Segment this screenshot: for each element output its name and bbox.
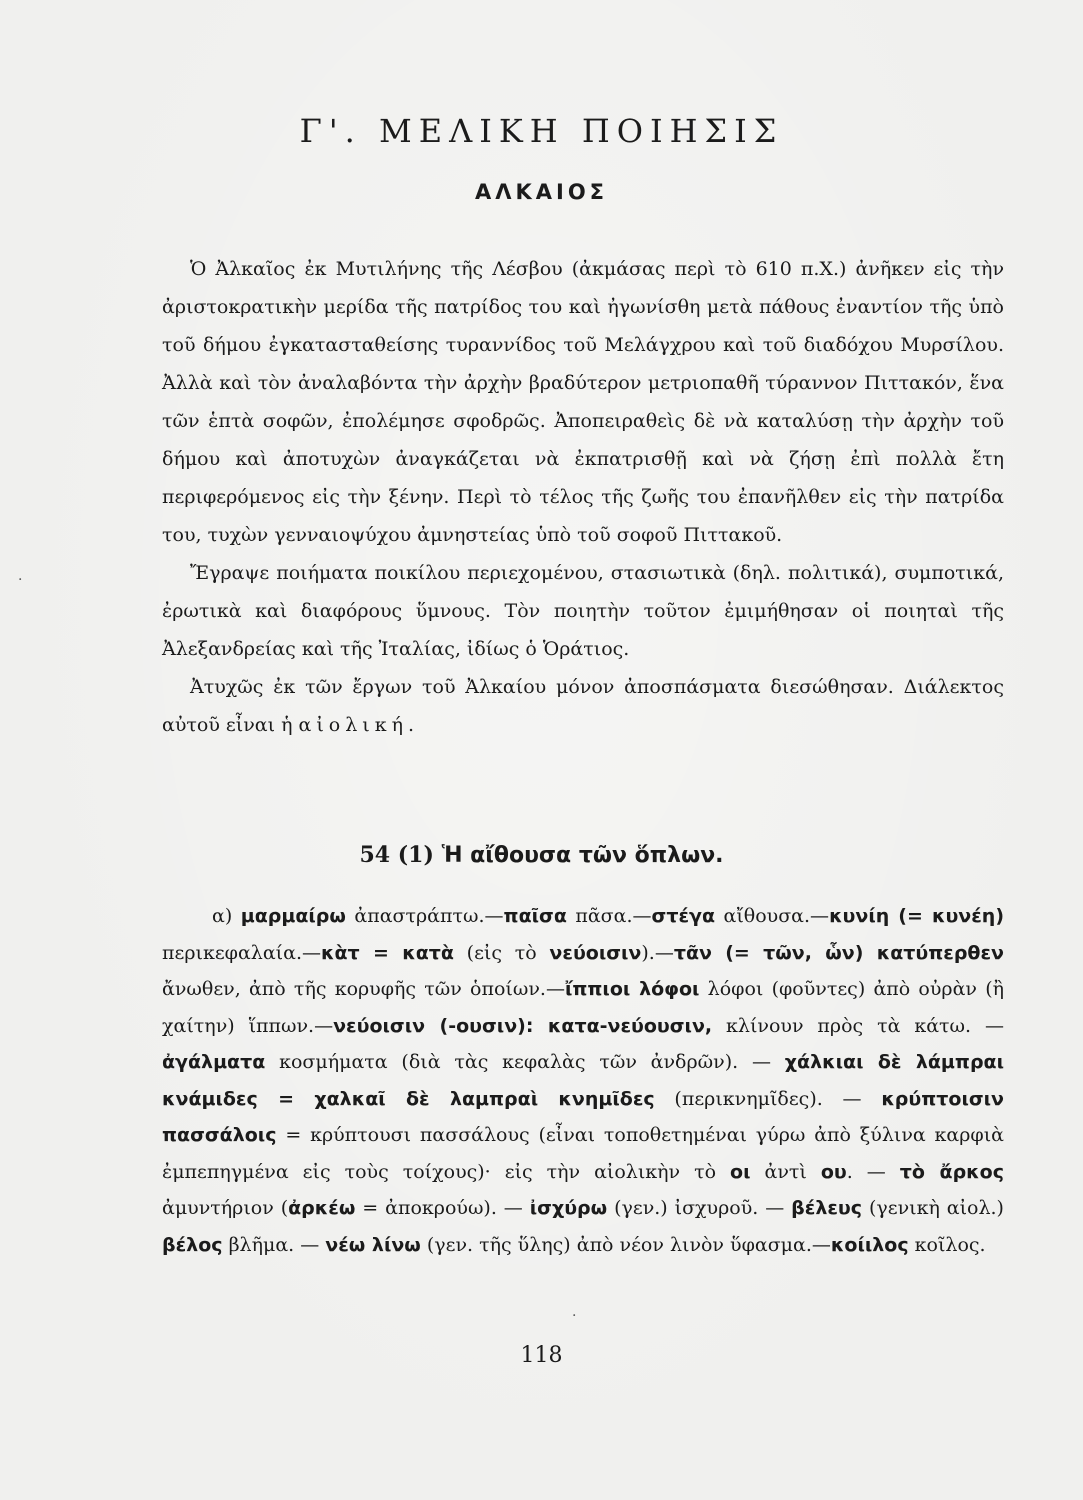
gloss-text: (εἰς τὸ <box>453 941 550 964</box>
page-number: 118 <box>520 1343 563 1368</box>
gloss-term: ἀρκέω <box>288 1197 356 1219</box>
gloss-text: (γεν. τῆς ὕλης) ἀπὸ νέον λινὸν ὕφασμα.— <box>420 1233 831 1256</box>
gloss-term: νέω λίνω <box>325 1233 421 1256</box>
intro-paragraph-1: Ὁ Ἀλκαῖος ἐκ Μυτιλήνης τῆς Λέσβου (ἀκμάσας περὶ τὸ 610 π.Χ.) ἀνῆκεν εἰς τὴν ἀριστοκρατικὴν μερίδα τῆς πατρίδος του καὶ ἠγωνίσθη μετὰ πάθους ἐναντίον τῆς ὑπὸ τοῦ δήμου ἐγκατασταθείσης τυραννίδος τοῦ Μελάγχρου καὶ τοῦ διαδόχου Μυρσίλου. Ἀλλὰ καὶ τὸν ἀναλαβόντα τὴν ἀρχὴν βραδύτερον μετριοπαθῆ τύραννον Πιττακόν, ἕνα τῶν ἑπτὰ σοφῶν, ἐπολέμησε σφοδρῶς. Ἀποπειραθεὶς δὲ νὰ καταλύσῃ τὴν ἀρχὴν τοῦ δήμου καὶ ἀποτυχὼν ἀναγκάζεται νὰ ἐκπατρισθῇ καὶ νὰ ζήσῃ ἐπὶ πολλὰ ἔτη περιφερόμενος εἰς τὴν ξένην. Περὶ τὸ τέλος τῆς ζωῆς του ἐπανῆλθεν εἰς τὴν πατρίδα του, τυχὼν γενναιοψύχου ἀμνηστείας ὑπὸ τοῦ σοφοῦ Πιττακοῦ. <box>162 258 1004 546</box>
gloss-term: παῖσα <box>503 905 567 927</box>
gloss-term: τᾶν (= τῶν, ὧν) κατύπερθεν <box>673 941 1004 964</box>
intro-paragraph-3 <box>162 668 1004 744</box>
gloss-text: ).— <box>641 941 674 964</box>
gloss-text: (γενικὴ αἰολ.) <box>862 1197 1004 1219</box>
gloss-text: αἴθουσα.— <box>715 905 830 927</box>
gloss-text: βλῆμα. — <box>222 1233 326 1256</box>
gloss-text: = ἀποκρούω). — <box>355 1197 530 1219</box>
gloss-text: (περικνημῖδες). — <box>654 1087 882 1110</box>
author-heading: ΑΛΚΑΙΟΣ <box>474 180 609 204</box>
gloss-term: ἰσχύρω <box>529 1197 608 1219</box>
gloss-term: στέγα <box>651 905 716 927</box>
intro-paragraph-3-end: . <box>408 714 415 736</box>
fragment-title: Ἡ αἴθουσα τῶν ὅπλων. <box>441 843 724 868</box>
gloss-text: κοῖλος. <box>908 1233 986 1256</box>
gloss-text: = κρύπτουσι πασσάλους (εἶναι τοποθετημέναι γύρω ἀπὸ ξύλινα καρφιὰ ἐμπεπηγμένα εἰς τοὺς τοίχους)· εἰς τὴν αἰολικὴν τὸ <box>162 1124 1004 1183</box>
intro-paragraph-3-text: Ἀτυχῶς ἐκ τῶν ἔργων τοῦ Ἀλκαίου μόνον ἀποσπάσματα διεσώθησαν. Διάλεκτος αὐτοῦ εἶναι ἡ <box>162 676 1004 736</box>
gloss-text: κλίνουν πρὸς τὰ κάτω. — <box>712 1014 1005 1037</box>
gloss-term: τὸ ἄρκος <box>899 1160 1004 1183</box>
gloss-term: χάλκιαι δὲ λάμπραι κνάμιδες = χαλκαῖ δὲ λαμπραὶ κνημῖδες <box>162 1051 1004 1110</box>
gloss-term: κυνίη (= κυνέη) <box>829 905 1005 927</box>
dialect-name: αἰολική <box>298 714 408 736</box>
intro-paragraph-2: Ἔγραψε ποιήματα ποικίλου περιεχομένου, στασιωτικὰ (δηλ. πολιτικά), συμποτικά, ἐρωτικὰ καὶ διαφόρους ὕμνους. Τὸν ποιητὴν τοῦτον ἐμιμήθησαν οἱ ποιηταὶ τῆς Ἀλεξανδρείας καὶ τῆς Ἰταλίας, ἰδίως ὁ Ὁράτιος. <box>162 562 1004 660</box>
gloss-term: κρύπτοισιν πασσάλοις <box>162 1087 1004 1146</box>
gloss-text: πᾶσα.— <box>566 905 652 927</box>
gloss-text: ἀπαστράπτω.— <box>345 905 504 927</box>
footnote-marker: (1) <box>397 842 434 868</box>
gloss-term: ἴππιοι λόφοι <box>564 978 700 1000</box>
gloss-text: (γεν.) ἰσχυροῦ. — <box>607 1197 792 1219</box>
gloss-term: ἀγάλματα <box>162 1051 266 1073</box>
gloss-term: κοίιλος <box>830 1233 909 1256</box>
gloss-term: οι <box>730 1160 751 1183</box>
gloss-term: μαρμαίρω <box>240 905 346 927</box>
fragment-number: 54 <box>359 842 391 868</box>
gloss-text: περικεφαλαία.— <box>162 941 321 964</box>
introduction <box>162 250 1004 744</box>
gloss-text: ἀμυντήριον ( <box>162 1197 289 1219</box>
glossary-commentary <box>162 898 1004 1263</box>
gloss-text: . — <box>846 1160 900 1183</box>
chapter-title: Γ'. ΜΕΛΙΚΗ ΠΟΙΗΣΙΣ <box>299 112 784 150</box>
gloss-term: βέλευς <box>791 1197 863 1219</box>
gloss-term: βέλος <box>162 1233 223 1256</box>
gloss-text: α) <box>212 905 241 927</box>
gloss-term: νεύοισιν <box>549 941 642 964</box>
margin-mark: · <box>572 1308 577 1324</box>
fragment-heading <box>0 842 1083 868</box>
gloss-term: κὰτ = κατὰ <box>321 941 454 964</box>
gloss-text: ἀντὶ <box>750 1160 821 1183</box>
gloss-term: νεύοισιν (-ουσιν): κατα-νεύουσιν, <box>333 1014 713 1037</box>
gloss-text: κοσμήματα (διὰ τὰς κεφαλὰς τῶν ἀνδρῶν). — <box>265 1051 785 1073</box>
gloss-text: λόφοι (φοῦντες) ἀπὸ οὐρὰν (ἢ χαίτην) ἵππων.— <box>162 978 1004 1037</box>
gloss-term: ου <box>820 1160 847 1183</box>
gloss-text: ἄνωθεν, ἀπὸ τῆς κορυφῆς τῶν ὁποίων.— <box>162 978 565 1000</box>
margin-mark: · <box>18 572 23 588</box>
